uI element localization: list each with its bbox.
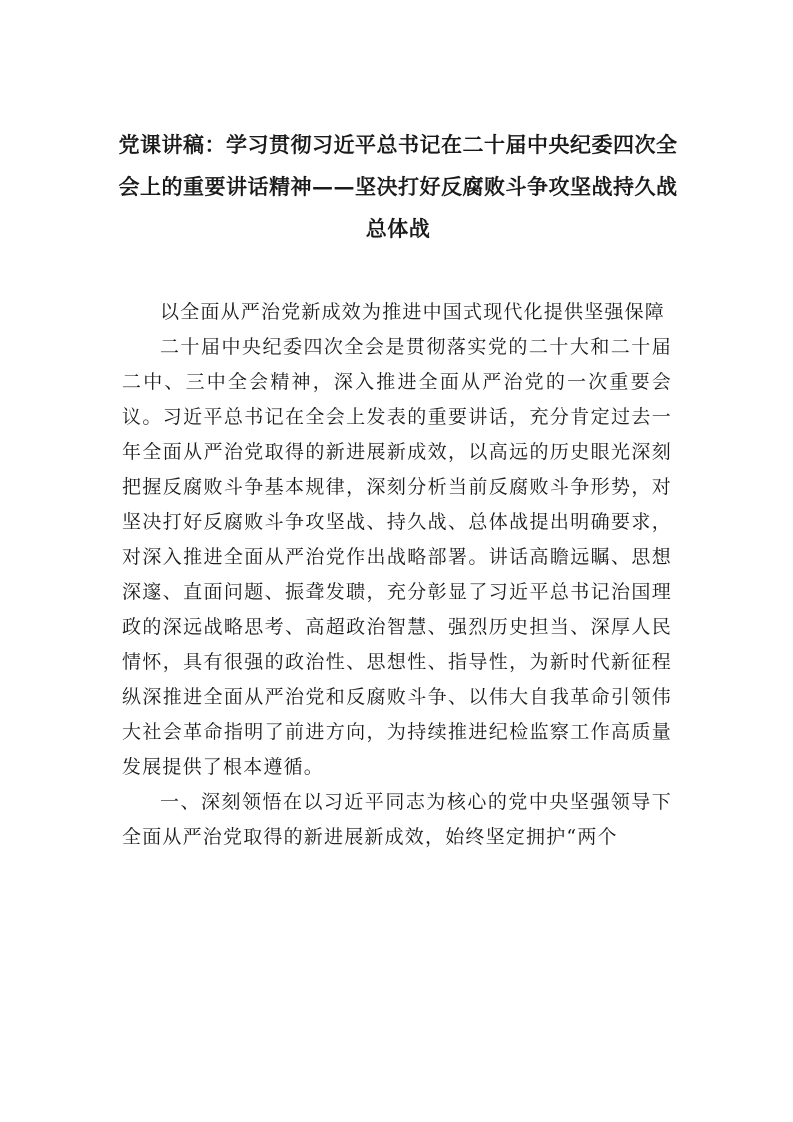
paragraph-section-one: 一、深刻领悟在以习近平同志为核心的党中央坚强领导下全面从严治党取得的新进展新成效，始终坚定拥护“两个: [122, 791, 672, 848]
paragraph-intro: 二十届中央纪委四次全会是贯彻落实党的二十大和二十届二中、三中全会精神，深入推进全面从严治党的一次重要会议。习近平总书记在全会上发表的重要讲话，充分肯定过去一年全面从严治党取得的新进展新成效，以高远的历史眼光深刻把握反腐败斗争基本规律，深刻分析当前反腐败斗争形势，对坚决打好反腐败斗争攻坚战、持久战、总体战提出明确要求，对深入推进全面从严治党作出战略部署。讲话高瞻远瞩、思想深邃、直面问题、振聋发聩，充分彰显了习近平总书记治国理政的深远战略思考、高超政治智慧、强烈历史担当、深厚人民情怀，具有很强的政治性、思想性、指导性，为新时代新征程纵深推进全面从严治党和反腐败斗争、以伟大自我革命引领伟大社会革命指明了前进方向，为持续推进纪检监察工作高质量发展提供了根本遵循。: [122, 336, 672, 778]
paragraph-subtitle: 以全面从严治党新成效为推进中国式现代化提供坚强保障: [160, 301, 666, 323]
document-body: [122, 295, 672, 855]
document-title: 党课讲稿：学习贯彻习近平总书记在二十届中央纪委四次全会上的重要讲话精神——坚决打好反腐败斗争攻坚战持久战总体战: [118, 132, 678, 241]
